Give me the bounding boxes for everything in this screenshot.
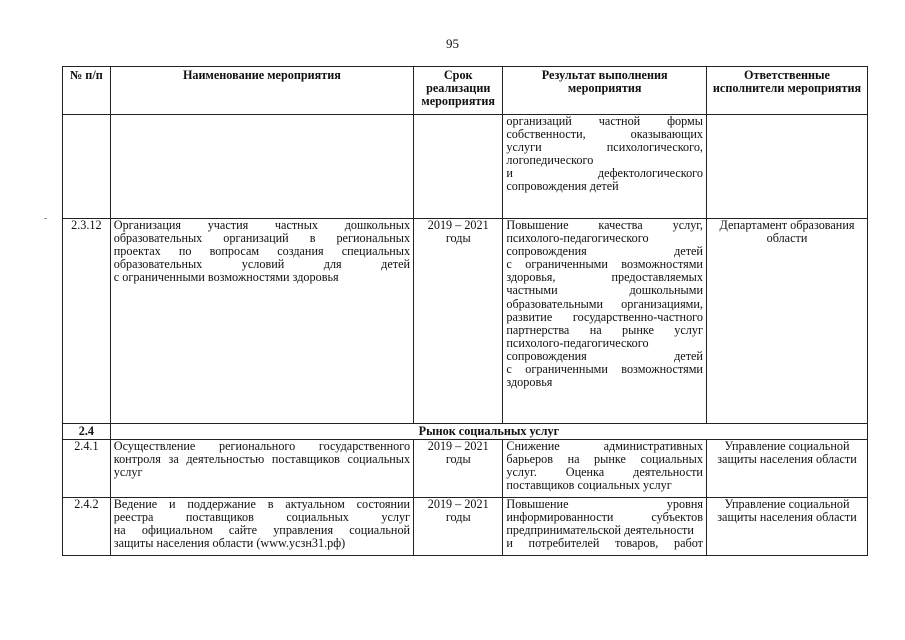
text-line: психолого-педагогического [506,335,649,350]
text-line: услуг. Оценка деятельности [506,465,703,480]
text-line: и дефектологического [506,166,703,181]
cell-responsible [706,440,867,498]
text-line: образовательных условий для детей [113,257,411,272]
text-line: с ограниченными возможностями [506,362,703,377]
text-line: партнерства на рынке услуг [506,322,703,337]
cell-no: 2.3.12 [63,219,111,424]
text-line: собственности, оказывающих [506,127,703,142]
text-line: Осуществление регионального государственного [113,439,411,454]
cell-name [110,115,413,219]
cell-responsible [706,498,867,556]
text-line: частными дошкольными [506,283,703,298]
text-line: 2019 – 2021 [427,218,489,232]
cell-responsible [706,219,867,424]
text-line: развитие государственно-частного [506,309,703,324]
text-line: с ограниченными возможностями [506,257,703,272]
cell-result [503,498,707,556]
text-line: области [766,231,808,246]
text-line: предпринимательской деятельности [506,523,694,538]
text-line: Организация участия частных дошкольных [113,218,411,232]
text-line: психолого-педагогического [506,231,649,246]
text-line: на официальном сайте управления социальной [113,523,411,538]
section-row [63,424,868,440]
table-row [63,219,868,424]
cell-term [414,219,503,424]
text-line: Повышение качества услуг, [506,218,703,232]
text-line: Ведение и поддержание в актуальном состоянии [113,497,411,512]
cell-no: 2.4.1 [63,440,111,498]
text-line: годы [445,231,471,246]
cell-term [414,115,503,219]
text-line: проектах по вопросам создания специальных [113,244,411,259]
scan-artifact [44,218,47,219]
text-line: 2019 – 2021 [427,439,489,454]
text-line: организаций частной формы [506,114,703,128]
cell-result [503,440,707,498]
page-number: 95 [446,36,459,51]
cell-responsible [706,115,867,219]
text-line: поставщиков социальных услуг [506,478,672,493]
text-line: с ограниченными возможностями здоровья [113,270,339,285]
cell-name [110,219,413,424]
text-line: информированности субъектов [506,510,703,525]
text-line: годы [445,452,471,467]
table-row-continued [63,115,868,219]
text-line: 2019 – 2021 [427,497,489,512]
cell-no [63,115,111,219]
text-line: образовательными организациями, [506,296,703,311]
text-line: услуги психологического, [506,140,703,155]
text-line: защиты населения области [717,452,857,467]
text-line: контроля за деятельностью поставщиков социальных [113,452,411,467]
section-number: 2.4 [63,424,111,440]
table-row [63,498,868,556]
text-line: Снижение административных [506,439,703,454]
text-line: Повышение уровня [506,497,703,512]
text-line: здоровья [506,375,553,390]
text-line: сопровождения детей [506,244,703,259]
cell-term [414,440,503,498]
text-line: сопровождения детей [506,179,619,194]
table-row [63,440,868,498]
text-line: защиты населения области [717,510,857,525]
text-line: Департамент образования [719,218,855,232]
cell-no: 2.4.2 [63,498,111,556]
cell-term [414,498,503,556]
text-line: образовательных организаций в региональных [113,231,411,246]
text-line: барьеров на рынке социальных [506,452,703,467]
text-line: сопровождения детей [506,348,703,363]
text-line: Управление социальной [724,497,850,512]
section-title: Рынок социальных услуг [110,424,867,440]
text-line: и потребителей товаров, работ [506,536,703,551]
measures-table [62,66,868,556]
text-line: услуг [113,465,143,480]
header-no: № п/п [63,67,111,115]
text-line: годы [445,510,471,525]
cell-name [110,440,413,498]
text-line: реестра поставщиков социальных услуг [113,510,411,525]
header-name: Наименование мероприятия [110,67,413,115]
cell-name [110,498,413,556]
header-responsible: Ответственные исполнители мероприятия [706,67,867,115]
text-line: логопедического [506,153,594,168]
cell-result [503,115,707,219]
header-result: Результат выполнения мероприятия [503,67,707,115]
text-line: здоровья, предоставляемых [506,270,703,285]
text-line: Управление социальной [724,439,850,454]
table-header-row [63,67,868,115]
text-line: защиты населения области (www.уcзн31.рф) [113,536,346,551]
cell-result [503,219,707,424]
header-term: Срок реализации мероприятия [414,67,503,115]
